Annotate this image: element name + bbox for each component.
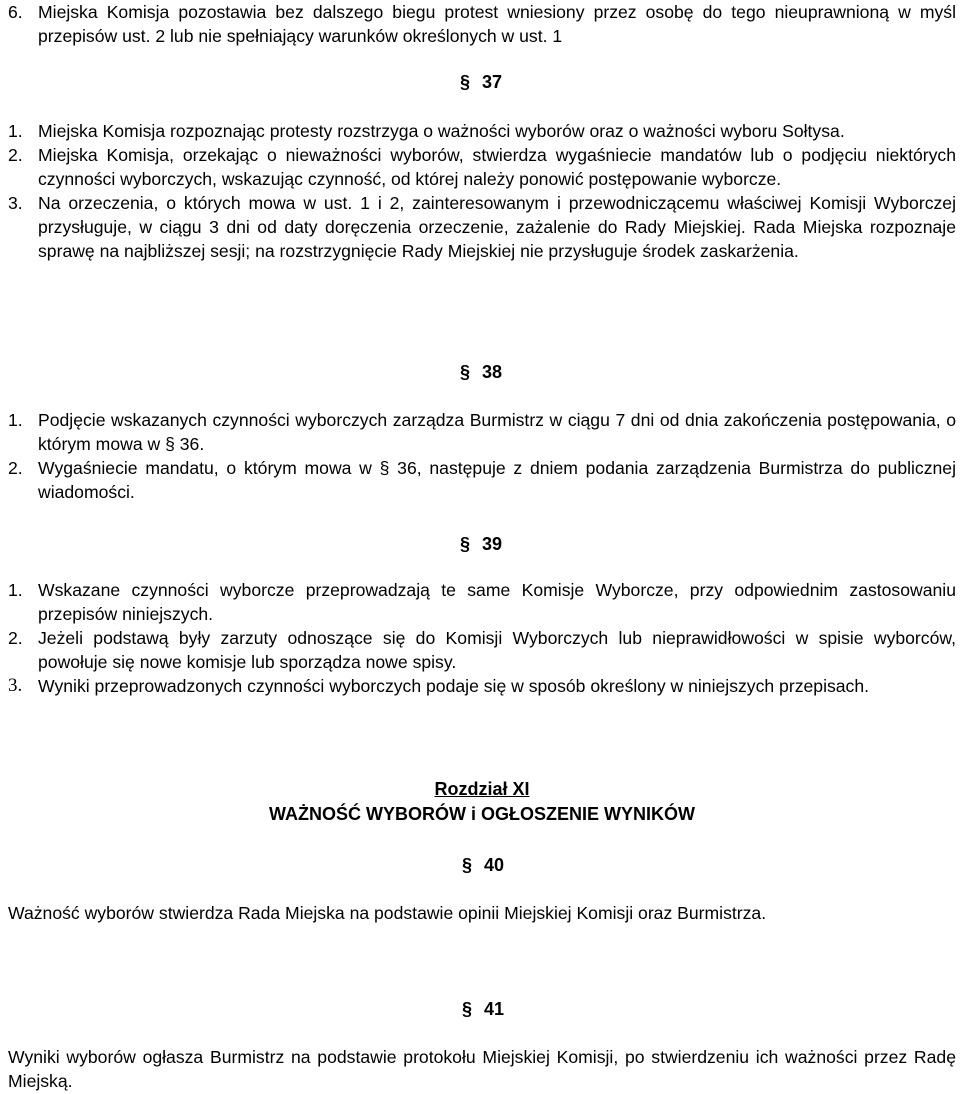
section-40-heading [462, 853, 504, 877]
list-item [8, 143, 956, 191]
item-number: 1. [8, 121, 23, 141]
section-39-heading [460, 532, 502, 556]
section-symbol: § [460, 534, 471, 554]
section-41-text: Wyniki wyborów ogłasza Burmistrz na podstawie protokołu Miejskiej Komisji, po stwierdzeniu ich ważności przez Radę Miejską. [8, 1047, 956, 1091]
item-text: Jeżeli podstawą były zarzuty odnoszące się do Komisji Wyborczych lub nieprawidłowości w spisie wyborców, powołuje się nowe komisje lub sporządza nowe spisy. [38, 628, 956, 672]
item-text: Wygaśniecie mandatu, o którym mowa w § 36, następuje z dniem podania zarządzenia Burmistrza do publicznej wiadomości. [38, 458, 956, 502]
item-number: 1. [8, 580, 23, 600]
list-item [8, 0, 956, 48]
item-number: 6. [8, 2, 23, 22]
section-symbol: § [462, 855, 473, 875]
list-item [8, 119, 956, 143]
item-number: 2. [8, 145, 23, 165]
list-item [8, 191, 956, 263]
section-symbol: § [460, 362, 471, 382]
section-38-body [8, 408, 956, 504]
chapter-title: Rozdział XI [434, 779, 530, 799]
section-38-heading [460, 360, 502, 384]
item-number: 2. [8, 458, 23, 478]
item-text: Miejska Komisja rozpoznając protesty rozstrzyga o ważności wyborów oraz o ważności wyboru Sołtysa. [38, 121, 845, 141]
section-37-heading [460, 70, 502, 94]
list-item [8, 408, 956, 456]
item-text: Na orzeczenia, o których mowa w ust. 1 i 2, zainteresowanym i przewodniczącemu właściwej Komisji Wyborczej przysługuje, w ciągu 3 dni od daty doręczenia orzeczenie, zażalenie do Rady Miejskiej. Rada Miejska rozpoznaje sprawę na najbliższej sesji; na rozstrzygnięcie Rady Miejskiej nie przysługuje środek zaskarżenia. [38, 193, 956, 261]
section-symbol: § [462, 999, 473, 1019]
section-number: 38 [482, 362, 503, 382]
section-41-heading [462, 997, 504, 1021]
chapter-subtitle: WAŻNOŚĆ WYBORÓW i OGŁOSZENIE WYNIKÓW [269, 804, 695, 824]
section-number: 40 [484, 855, 505, 875]
list-item [8, 456, 956, 504]
section-37-body [8, 119, 956, 263]
section-39-body [8, 578, 956, 698]
paragraph-6 [8, 0, 956, 48]
section-number: 37 [482, 72, 503, 92]
item-text: Miejska Komisja, orzekając o nieważności wyborów, stwierdza wygaśniecie mandatów lub o podjęciu niektórych czynności wyborczych, wskazując czynność, od której należy ponowić postępowanie wyborcze. [38, 145, 956, 189]
item-text: Wyniki przeprowadzonych czynności wyborczych podaje się w sposób określony w niniejszych przepisach. [38, 676, 870, 696]
list-item [8, 578, 956, 626]
item-text: Wskazane czynności wyborcze przeprowadzają te same Komisje Wyborcze, przy odpowiednim zastosowaniu przepisów niniejszych. [38, 580, 956, 624]
item-number: 3. [8, 193, 23, 213]
item-text: Podjęcie wskazanych czynności wyborczych zarządza Burmistrz w ciągu 7 dni od dnia zakończenia postępowania, o którym mowa w § 36. [38, 410, 956, 454]
section-40-text: Ważność wyborów stwierdza Rada Miejska na podstawie opinii Miejskiej Komisji oraz Burmistrza. [8, 903, 767, 923]
item-number: 2. [8, 628, 23, 648]
list-item [8, 674, 956, 698]
item-text: Miejska Komisja pozostawia bez dalszego biegu protest wniesiony przez osobę do tego nieuprawnioną w myśl przepisów ust. 2 lub nie spełniający warunków określonych w ust. 1 [38, 2, 956, 46]
item-number: 3. [8, 675, 23, 696]
item-number: 1. [8, 410, 23, 430]
section-number: 41 [484, 999, 505, 1019]
list-item [8, 626, 956, 674]
section-number: 39 [482, 534, 503, 554]
section-symbol: § [460, 72, 471, 92]
